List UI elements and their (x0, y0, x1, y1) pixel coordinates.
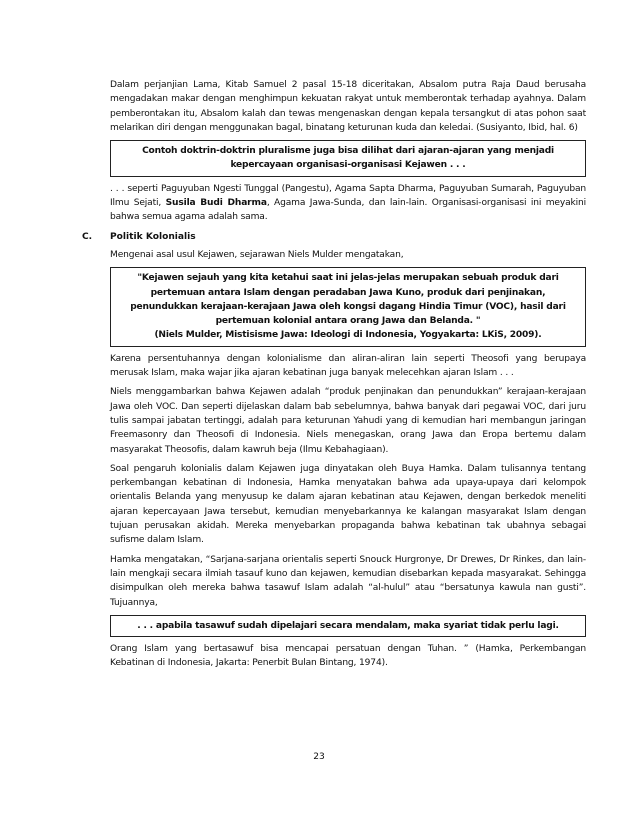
organizations-text-end: , Agama Jawa-Sunda, dan lain-lain. Organisasi-organisasi ini meyakini bahwa semua agama adalah sama. (110, 198, 586, 223)
boxed-statement-pluralism: Contoh doktrin-doktrin pluralisme juga bisa dilihat dari ajaran-ajaran yang menjadi kepercayaan organisasi-organisasi Kejawen . . . (110, 140, 586, 177)
section-letter: C. (82, 231, 93, 242)
paragraph-organizations (110, 182, 586, 225)
paragraph-mulder-intro: Mengenai asal usul Kejawen, sejarawan Niels Mulder mengatakan, (110, 249, 404, 260)
mulder-citation: (Niels Mulder, Mistisisme Jawa: Ideologi di Indonesia, Yogyakarta: LKiS, 2009). (154, 330, 542, 341)
paragraph-hamka-quote: Hamka mengatakan, “Sarjana-sarjana orientalis seperti Snouck Hurgronye, Dr Drewes, Dr Rinkes, dan lain-lain mengkaji secara ilmiah tasauf kuno dan kejawen, kemudian disebarkan kepada masyarakat. Sehingga disimpulkan oleh mereka bahwa tasawuf Islam adalah “al-hulul” atau “bersatunya kawula nan gusti”. Tujuannya, (110, 554, 586, 608)
section-heading (82, 230, 586, 244)
paragraph-absalom: Dalam perjanjian Lama, Kitab Samuel 2 pasal 15-18 diceritakan, Absalom putra Raja Daud berusaha mengadakan makar dengan menghimpun kekuatan rakyat untuk memberontak terhadap ayahnya. Dalam pemberontakan itu, Absalom kalah dan tewas mengenaskan dengan kepala tersangkut di atas pohon saat melarikan diri dengan menggunakan bagal, binatang keturunan kuda dan keledai. (Susiyanto, Ibid, hal. 6) (110, 80, 586, 133)
section-title: Politik Kolonialis (110, 231, 196, 242)
boxed-quote-mulder (110, 267, 586, 346)
paragraph-voc: Niels menggambarkan bahwa Kejawen adalah “produk penjinakan dan penundukkan” kerajaan-kerajaan Jawa oleh VOC. Dan seperti dijelaskan dalam bab sebelumnya, bahwa banyak dari pegawai VOC, dari juru tulis sampai jabatan tertinggi, adalah para keturunan Yahudi yang di kemudian hari membangun jaringan Freemasonry dan Theosofi di Indonesia. Niels menegaskan, orang Jawa dan Eropa bertemu dalam masyarakat Theosofis, dalam kawruh beja (Ilmu Kebahagiaan). (110, 387, 586, 455)
boxed-statement-tasawuf: . . . apabila tasawuf sudah dipelajari secara mendalam, maka syariat tidak perlu lagi. (110, 615, 586, 637)
mulder-quote: "Kejawen sejauh yang kita ketahui saat ini jelas-jelas merupakan sebuah produk dari pertemuan antara Islam dengan peradaban Jawa Kuno, produk dari penjinakan, penundukkan kerajaan-kerajaan Jawa oleh kongsi dagang Hindia Timur (VOC), hasil dari pertemuan kolonial antara orang Jawa dan Belanda. " (130, 273, 566, 327)
paragraph-theosophy: Karena persentuhannya dengan kolonialisme dan aliran-aliran lain seperti Theosofi yang berupaya merusak Islam, maka wajar jika ajaran kebatinan juga banyak melecehkan ajaran Islam . . . (110, 353, 586, 379)
page-body (82, 78, 586, 676)
paragraph-hamka-influence: Soal pengaruh kolonialis dalam Kejawen juga dinyatakan oleh Buya Hamka. Dalam tulisannya tentang perkembangan kebatinan di Indonesia, Hamka menyatakan bahwa ada upaya-upaya dari kelompok orientalis Belanda yang menyusup ke dalam ajaran kebatinan atau Kejawen, dengan berkedok meneliti ajaran kepercayaan Jawa tersebut, kemudian menyebarkannya ke kalangan masyarakat Islam dengan tujuan perusakan akidah. Mereka menyebarkan propaganda bahwa kebatinan tak ubahnya sebagai sufisme dalam Islam. (110, 463, 586, 546)
organization-highlight: Susila Budi Dharma (165, 198, 267, 209)
paragraph-conclusion: Orang Islam yang bertasawuf bisa mencapai persatuan dengan Tuhan. ” (Hamka, Perkembangan Kebatinan di Indonesia, Jakarta: Penerbit Bulan Bintang, 1974). (110, 644, 586, 669)
organizations-text-start: . . . seperti Paguyuban Ngesti Tunggal (Pangestu), Agama Sapta Dharma, Paguyuban Sumarah, Paguyuban Ilmu Sejati, (110, 183, 586, 209)
page-number: 23 (313, 752, 325, 762)
